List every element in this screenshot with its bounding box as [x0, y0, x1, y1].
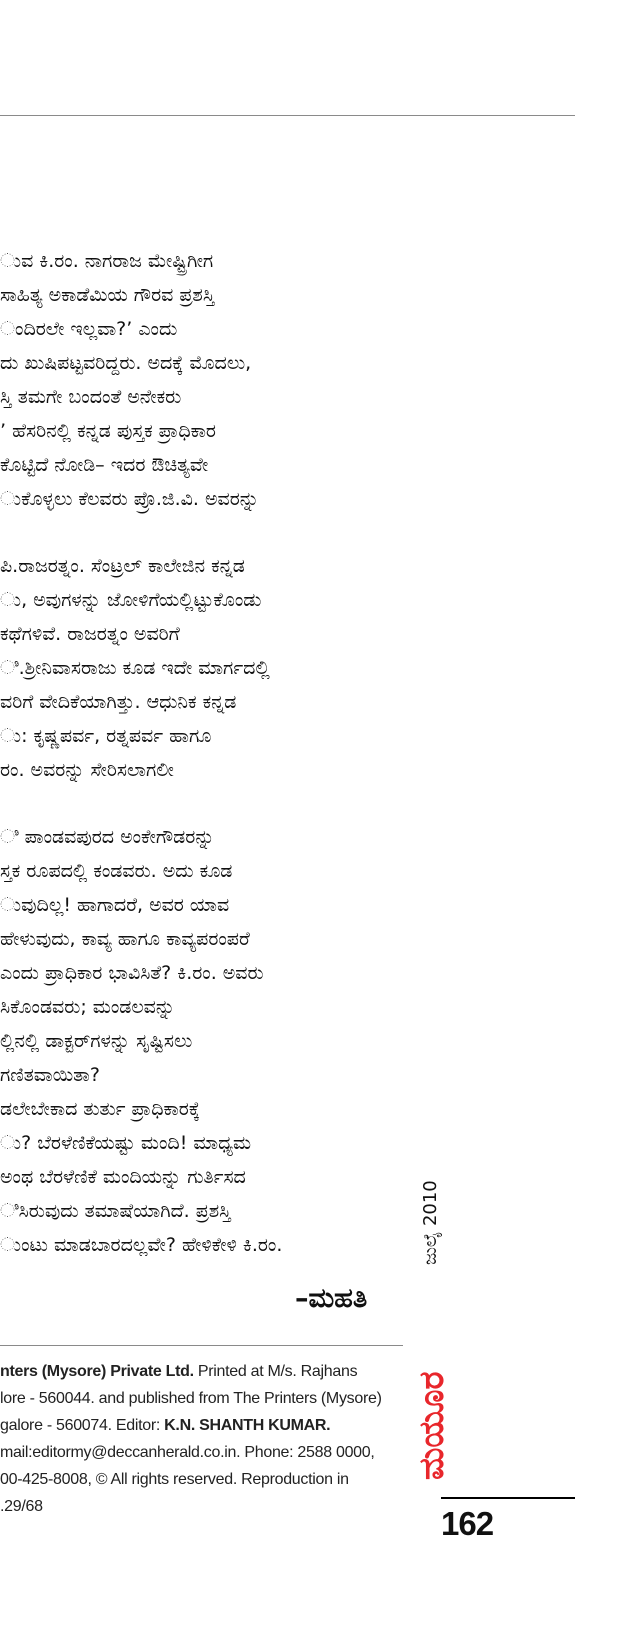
text-line: ು? ಬೆರಳೆಣಿಕೆಯಷ್ಟು ಮಂದಿ! ಮಾಧ್ಯಮ — [0, 1132, 252, 1154]
text-line: ು: ಕೃಷ್ಣಪರ್ವ, ರತ್ನಪರ್ವ ಹಾಗೂ — [0, 725, 212, 747]
text-line: ಸ್ತಿ ತಮಗೇ ಬಂದಂತೆ ಅನೇಕರು — [0, 386, 182, 408]
text-line: ುವ ಕಿ.ರಂ. ನಾಗರಾಜ ಮೇಷ್ಟ್ರಿಗೀಗ — [0, 250, 214, 272]
issue-date: ಜುಲೈ 2010 — [420, 1180, 441, 1265]
text-line: ಎಂದು ಪ್ರಾಧಿಕಾರ ಭಾವಿಸಿತೆ? ಕಿ.ರಂ. ಅವರು — [0, 962, 264, 984]
text-line: ಗಣಿತವಾಯಿತಾ? — [0, 1064, 100, 1086]
header-divider — [0, 115, 575, 116]
text-line: ು, ಅವುಗಳನ್ನು ಜೋಳಿಗೆಯಲ್ಲಿಟ್ಟುಕೊಂಡು — [0, 589, 262, 611]
imprint-line-6: .29/68 — [0, 1498, 43, 1515]
footer-divider — [0, 1345, 403, 1346]
author-signature: –ಮಹತಿ — [295, 1283, 368, 1314]
text-line: ುಂಟು ಮಾಡಬಾರದಲ್ಲವೇ? ಹೇಳಿಕೇಳಿ ಕಿ.ರಂ. — [0, 1234, 283, 1256]
imprint-address: galore - 560074. Editor: — [0, 1417, 165, 1434]
article-body — [0, 244, 400, 1262]
text-line: ುಕೊಳ್ಳಲು ಕೆಲವರು ಪ್ರೊ.ಜಿ.ವಿ. ಅವರನ್ನು — [0, 488, 259, 510]
publisher-imprint — [0, 1358, 400, 1520]
text-line: ಪಿ.ರಾಜರತ್ನಂ. ಸೆಂಟ್ರಲ್ ಕಾಲೇಜಿನ ಕನ್ನಡ — [0, 555, 245, 577]
sidebar-divider — [441, 1497, 575, 1499]
text-line: ಲ್ಲಿನಲ್ಲಿ ಡಾಕ್ಟರ್‌ಗಳನ್ನು ಸೃಷ್ಟಿಸಲು — [0, 1030, 193, 1052]
text-line: ಸಾಹಿತ್ಯ ಅಕಾಡೆಮಿಯ ಗೌರವ ಪ್ರಶಸ್ತಿ — [0, 284, 215, 306]
paragraph-3 — [0, 820, 400, 1262]
printer-info: Printed at M/s. Rajhans — [193, 1363, 358, 1380]
text-line: ಡಲೇಬೇಕಾದ ತುರ್ತು ಪ್ರಾಧಿಕಾರಕ್ಕೆ — [0, 1098, 200, 1120]
paragraph-2 — [0, 549, 400, 787]
text-line: ರಂ. ಅವರನ್ನು ಸೇರಿಸಲಾಗಲೀ — [0, 759, 174, 781]
text-line: ಅಂಥ ಬೆರಳೆಣಿಕೆ ಮಂದಿಯನ್ನು ಗುರ್ತಿಸದ — [0, 1166, 246, 1188]
text-line: ಹೇಳುವುದು, ಕಾವ್ಯ ಹಾಗೂ ಕಾವ್ಯಪರಂಪರೆ — [0, 928, 250, 950]
text-line: ಕಥೆಗಳಿವೆ. ರಾಜರತ್ನಂ ಅವರಿಗೆ — [0, 623, 180, 645]
imprint-line-4: mail:editormy@deccanherald.co.in. Phone: 2588 0000, — [0, 1444, 375, 1461]
imprint-line-2: lore - 560044. and published from The Printers (Mysore) — [0, 1390, 382, 1407]
paragraph-1 — [0, 244, 400, 516]
imprint-line-1 — [0, 1358, 400, 1385]
text-line: ವರಿಗೆ ವೇದಿಕೆಯಾಗಿತ್ತು. ಆಧುನಿಕ ಕನ್ನಡ — [0, 691, 237, 713]
magazine-title: ಮಯೂರ — [412, 1371, 452, 1480]
text-line: ಸ್ತಕ ರೂಪದಲ್ಲಿ ಕಂಡವರು. ಅದು ಕೂಡ — [0, 860, 233, 882]
text-line: ಿ.ಶ್ರೀನಿವಾಸರಾಜು ಕೂಡ ಇದೇ ಮಾರ್ಗದಲ್ಲಿ — [0, 657, 270, 679]
text-line: ಿ ಪಾಂಡವಪುರದ ಅಂಕೇಗೌಡರನ್ನು — [0, 826, 215, 848]
text-line: ಸಿಕೊಂಡವರು; ಮಂಡಲವನ್ನು — [0, 996, 176, 1018]
imprint-line-5: 00-425-8008, © All rights reserved. Reproduction in — [0, 1471, 349, 1488]
text-line: ’ ಹೆಸರಿನಲ್ಲಿ ಕನ್ನಡ ಪುಸ್ತಕ ಪ್ರಾಧಿಕಾರ — [0, 420, 216, 442]
editor-name: K.N. SHANTH KUMAR. — [164, 1417, 331, 1434]
page-number: 162 — [441, 1505, 494, 1542]
imprint-line-3 — [0, 1412, 400, 1439]
text-line: ಿಸಿರುವುದು ತಮಾಷೆಯಾಗಿದೆ. ಪ್ರಶಸ್ತಿ — [0, 1200, 231, 1222]
text-line: ಕೊಟ್ಟಿದೆ ನೋಡಿ– ಇದರ ಔಚಿತ್ಯವೇ — [0, 454, 209, 476]
text-line: ಂದಿರಲೇ ಇಲ್ಲವಾ?’ ಎಂದು — [0, 318, 178, 340]
printer-name: nters (Mysore) Private Ltd. — [0, 1363, 194, 1380]
text-line: ುವುದಿಲ್ಲ! ಹಾಗಾದರೆ, ಅವರ ಯಾವ — [0, 894, 230, 916]
text-line: ದು ಖುಷಿಪಟ್ಟವರಿದ್ದರು. ಅದಕ್ಕೆ ಮೊದಲು, — [0, 352, 252, 374]
